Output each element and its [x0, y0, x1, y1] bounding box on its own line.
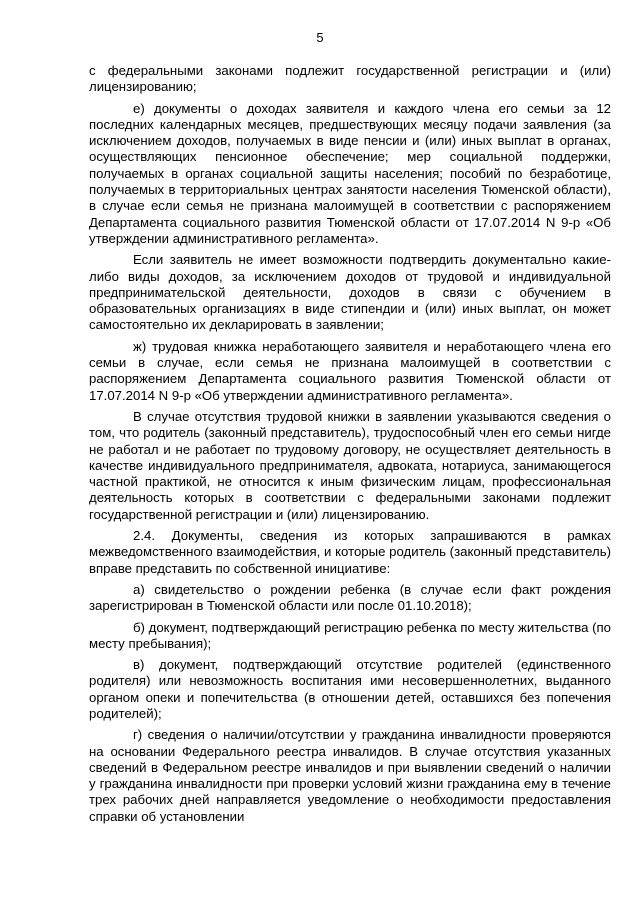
paragraph-section-2-4: 2.4. Документы, сведения из которых запрашиваются в рамках межведомственного взаимодействия, и которые родитель (законный представитель) вправе представить по собственной инициативе: [89, 528, 611, 576]
paragraph-item-a: а) свидетельство о рождении ребенка (в случае если факт рождения зарегистрирован в Тюменской области или после 01.10.2018); [89, 581, 611, 614]
page-number: 5 [316, 30, 324, 45]
paragraph-item-e: е) документы о доходах заявителя и каждого члена его семьи за 12 последних календарных месяцев, предшествующих месяцу подачи заявления (за исключением доходов, получаемых в виде пенсии и (или) иных выплат в органах, осуществляющих пенсионное обеспечение; мер социальной поддержки, получаемых в органах социальной защиты населения; пособий по безработице, получаемых в территориальных центрах занятости населения Тюменской области), в случае если семья не признана малоимущей в соответствии с распоряжением Департамента социального развития Тюменской области от 17.07.2014 N 9-р «Об утверждении административного регламента». [89, 100, 611, 246]
paragraph-no-workbook: В случае отсутствия трудовой книжки в заявлении указываются сведения о том, что родитель (законный представитель), трудоспособный член его семьи нигде не работал и не работает по трудовому договору, не осуществляет деятельность в качестве индивидуального предпринимателя, адвоката, нотариуса, занимающегося частной практикой, не относится к иным физическим лицам, профессиональная деятельность которых в соответствии с федеральными законами подлежит государственной регистрации и (или) лицензированию. [89, 408, 611, 522]
paragraph-continuation: с федеральными законами подлежит государственной регистрации и (или) лицензированию; [89, 63, 611, 95]
paragraph-income-declaration: Если заявитель не имеет возможности подтвердить документально какие-либо виды доходов, за исключением доходов от трудовой и индивидуальной предпринимательской деятельности, доходов в связи с обучением в образовательных организациях в виде стипендии и (или) иных выплат, он может самостоятельно их декларировать в заявлении; [89, 252, 611, 333]
paragraph-item-g: г) сведения о наличии/отсутствии у гражданина инвалидности проверяются на основании Федерального реестра инвалидов. В случае отсутствия указанных сведений в Федеральном реестре инвалидов и при выявлении сведений о наличии у гражданина инвалидности при проверки условий жизни гражданина ему в течение трех рабочих дней направляется уведомление о необходимости предоставления справки об установлении [89, 727, 611, 824]
paragraph-item-zh: ж) трудовая книжка неработающего заявителя и неработающего члена его семьи в случае, если семья не признана малоимущей в соответствии с распоряжением Департамента социального развития Тюменской области от 17.07.2014 N 9-р «Об утверждении административного регламента». [89, 338, 611, 403]
paragraph-item-v: в) документ, подтверждающий отсутствие родителей (единственного родителя) или невозможность воспитания ими несовершеннолетних, выданного органом опеки и попечительства (в отношении детей, оставшихся без попечения родителей); [89, 657, 611, 721]
paragraph-item-b: б) документ, подтверждающий регистрацию ребенка по месту жительства (по месту пребывания); [89, 619, 611, 651]
document-body [89, 63, 611, 830]
